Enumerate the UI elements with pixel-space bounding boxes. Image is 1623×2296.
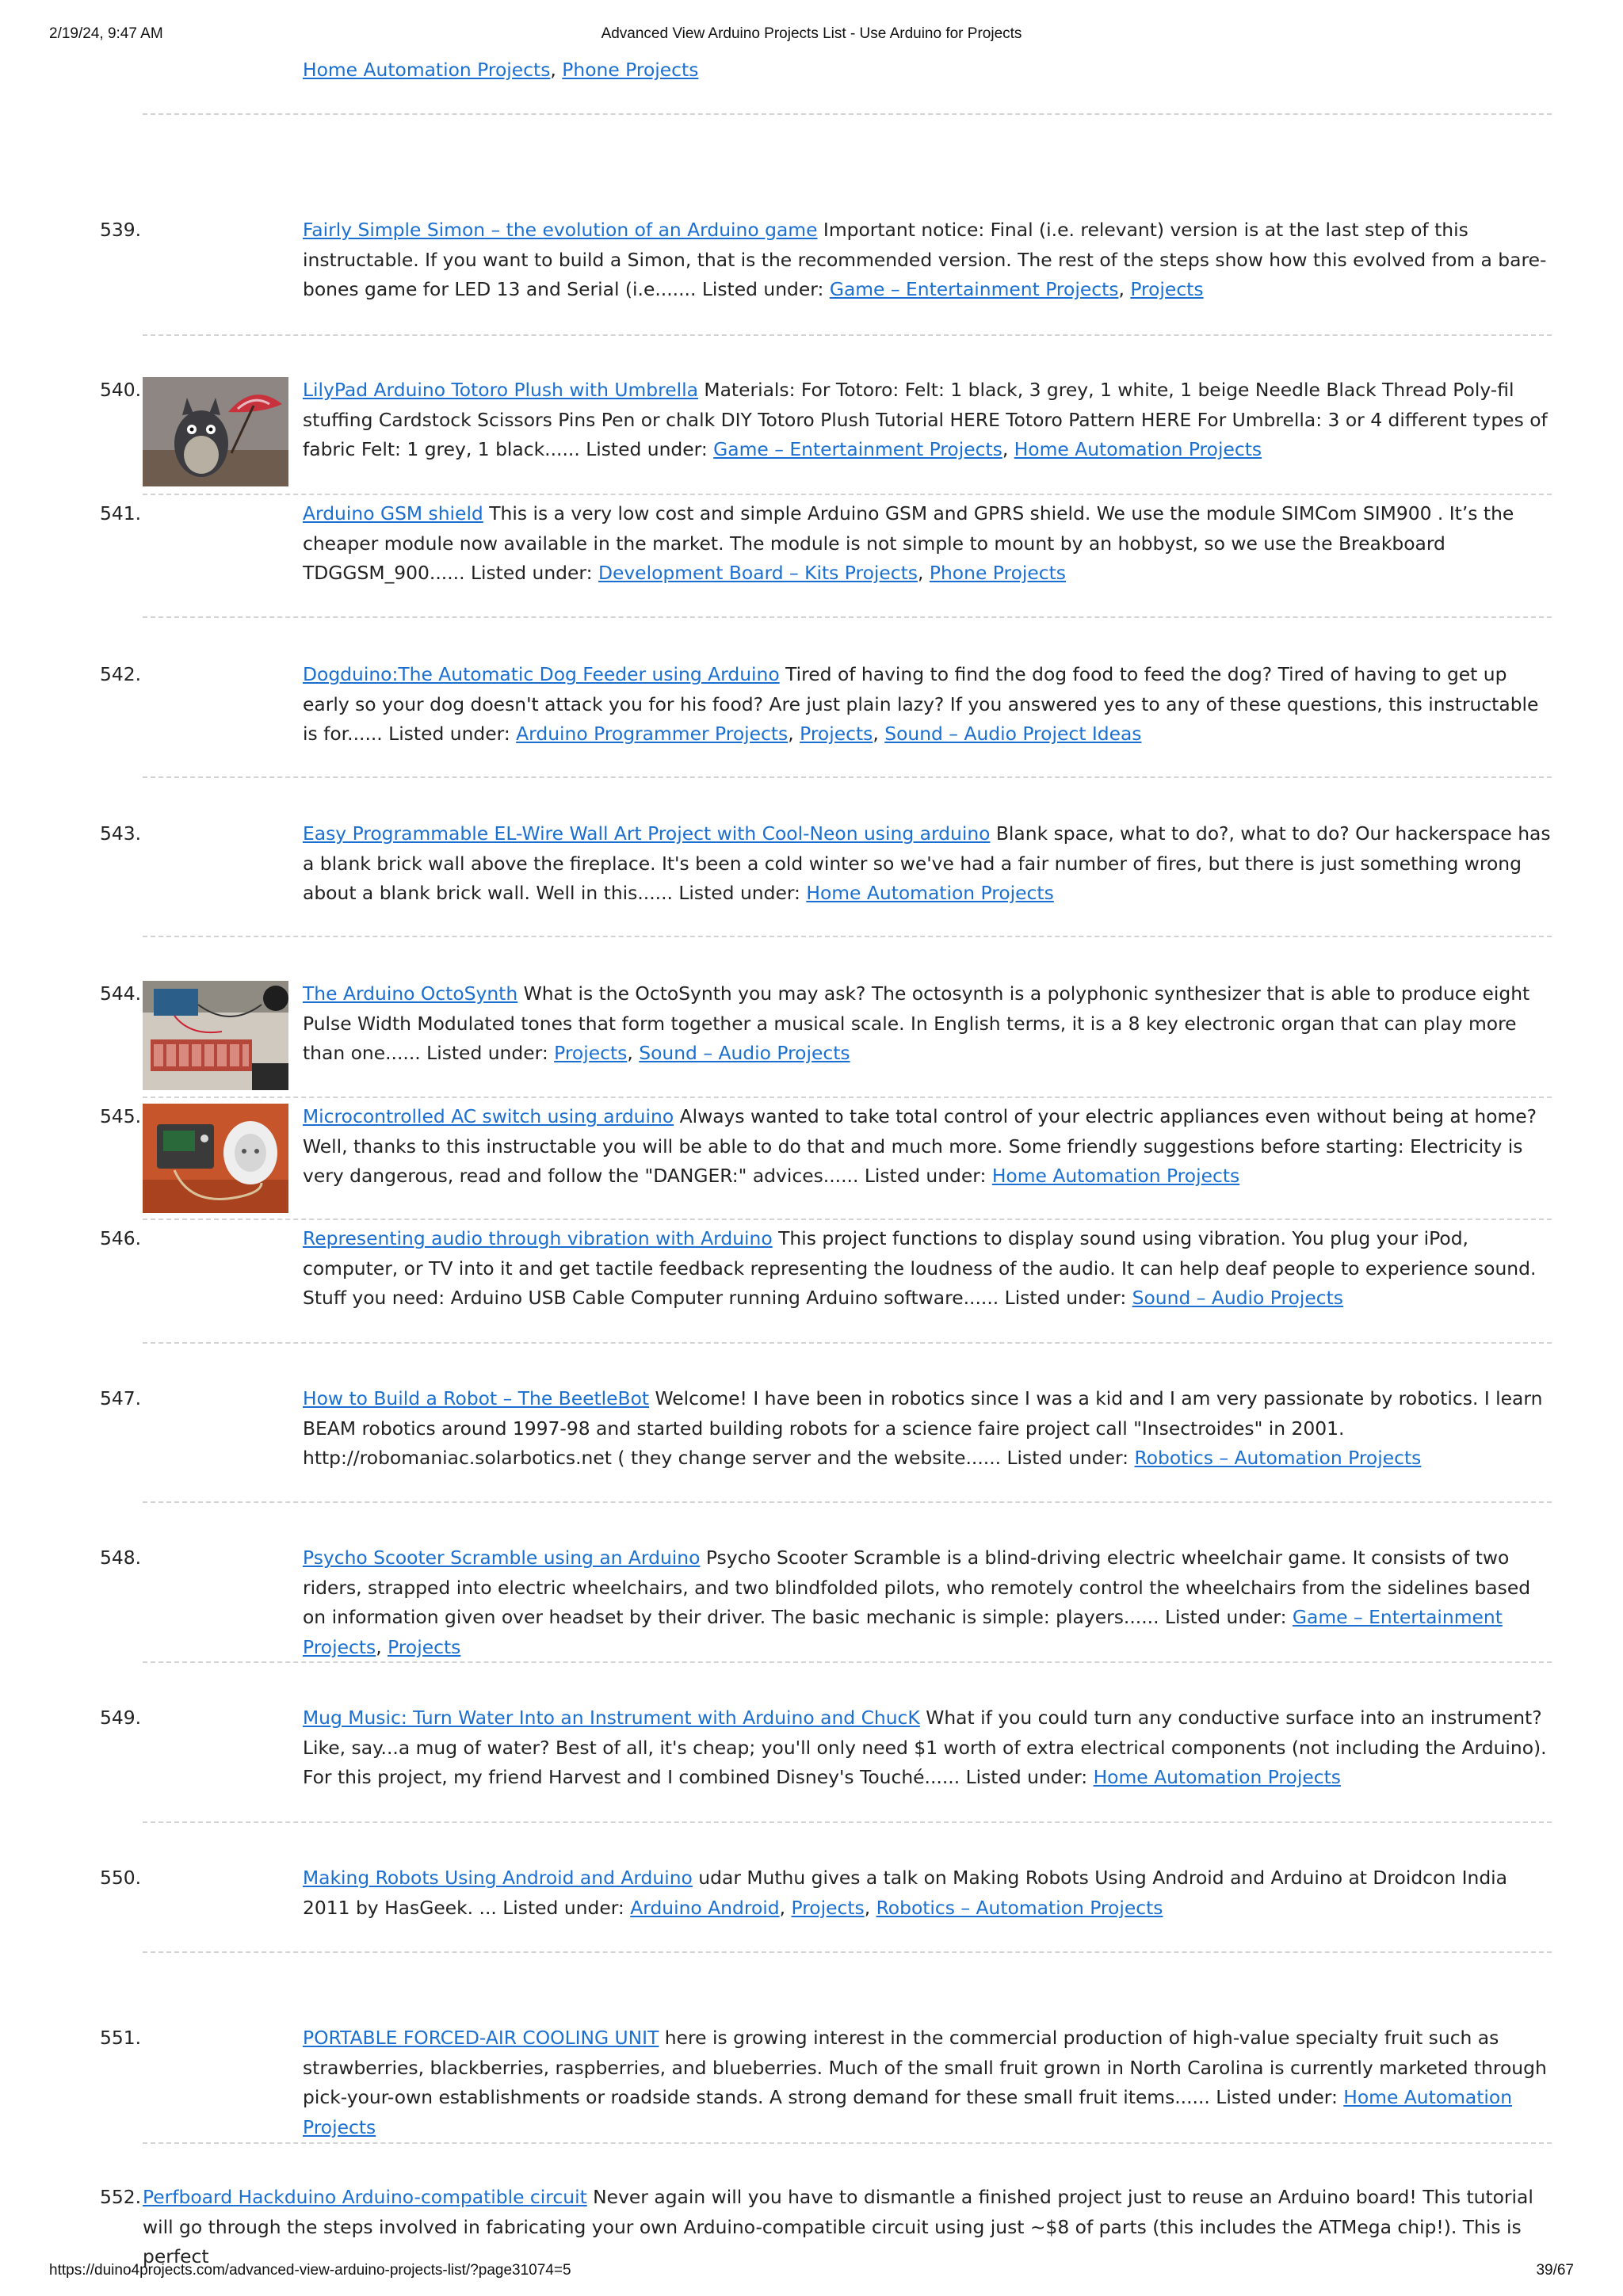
entry-title-link[interactable]: Dogduino:The Automatic Dog Feeder using Arduino: [303, 663, 780, 685]
tag-link[interactable]: Game – Entertainment Projects: [829, 278, 1119, 300]
entry-excerpt: This is a very low cost and simple Arduino GSM and GPRS shield. We use the module SIMCom SIM900 . It’s the cheaper module now available in the market. The module is not simple to mount by an hobbyst, so we use the Breakboard TDGGSM_900...... Listed under:: [303, 502, 1514, 584]
entry-number: 545.: [100, 1105, 142, 1127]
entry-excerpt: Welcome! I have been in robotics since I was a kid and I am very passionate by robotics. I learn BEAM robotics around 1997-98 and started building robots for a science faire project call "Insectroides" in 2001. http://robomaniac.solarbotics.net ( they change server and the website...... Listed under:: [303, 1387, 1543, 1469]
entry-number: 552.: [100, 2186, 142, 2208]
entry-excerpt: What is the OctoSynth you may ask? The octosynth is a polyphonic synthesizer that is able to produce eight Pulse Width Modulated tones that form together a musical scale. In English terms, it is a 8 key electronic organ that can play more than one...... Listed under:: [303, 982, 1530, 1064]
tag-separator: ,: [918, 562, 930, 584]
entry-divider: [143, 776, 1552, 778]
tag-link[interactable]: Projects: [388, 1635, 461, 1658]
entry-number: 543.: [100, 822, 142, 845]
entry-thumbnail[interactable]: [143, 981, 288, 1090]
entry-text: [303, 376, 1552, 465]
tag-separator: ,: [864, 1896, 876, 1919]
entry-title-link[interactable]: LilyPad Arduino Totoro Plush with Umbrella: [303, 379, 698, 401]
entry-number: 539.: [100, 219, 142, 241]
tag-link[interactable]: Home Automation Projects: [303, 59, 551, 81]
tag-link[interactable]: Development Board – Kits Projects: [598, 562, 918, 584]
tag-link[interactable]: Projects: [791, 1896, 865, 1919]
entry-divider: [143, 494, 1552, 495]
entry-title-link[interactable]: Arduino GSM shield: [303, 502, 483, 524]
tag-link[interactable]: Sound – Audio Projects: [1132, 1287, 1343, 1309]
entry-text: [303, 660, 1552, 749]
entry-text: [303, 1224, 1552, 1314]
print-page-number: 39/67: [1536, 2262, 1574, 2279]
print-footer: [49, 2262, 1574, 2286]
entry-title-link[interactable]: The Arduino OctoSynth: [303, 982, 518, 1005]
entry-divider: [143, 1097, 1552, 1098]
entry-divider: [143, 1219, 1552, 1220]
entry-divider: [143, 1661, 1552, 1663]
entry-excerpt: Never again will you have to dismantle a finished project just to reuse an Arduino board! This tutorial will go through the steps involved in fabricating your own Arduino-compatible circuit using just ~$8 of parts (this includes the ATMega chip!). This is perfect: [143, 2186, 1533, 2267]
entry-thumbnail[interactable]: [143, 377, 288, 486]
entry-title-link[interactable]: Fairly Simple Simon – the evolution of an Arduino game: [303, 219, 818, 241]
tag-link[interactable]: Sound – Audio Projects: [639, 1042, 850, 1064]
entry-number: 542.: [100, 663, 142, 685]
entry-number: 546.: [100, 1227, 142, 1249]
print-url: https://duino4projects.com/advanced-view-arduino-projects-list/?page31074=5: [49, 2262, 571, 2279]
tag-link[interactable]: Home Automation Projects: [806, 882, 1054, 904]
entry-excerpt: Tired of having to find the dog food to feed the dog? Tired of having to get up early so your dog doesn't attack you for his food? Are just plain lazy? If you answered yes to any of these questions, this instructable is for...... Listed under:: [303, 663, 1539, 745]
entry-number: 540.: [100, 379, 142, 401]
entry-title-link[interactable]: Microcontrolled AC switch using arduino: [303, 1105, 674, 1127]
entry-text: [303, 1543, 1552, 1662]
entry-divider: [143, 936, 1552, 937]
entry-title-link[interactable]: Psycho Scooter Scramble using an Arduino: [303, 1547, 701, 1569]
tag-link[interactable]: Arduino Android: [630, 1896, 780, 1919]
entry-title-link[interactable]: Easy Programmable EL-Wire Wall Art Project with Cool-Neon using arduino: [303, 822, 991, 845]
entry-text: [303, 1102, 1552, 1192]
entry-title-link[interactable]: PORTABLE FORCED-AIR COOLING UNIT: [303, 2027, 659, 2049]
entry-divider: [143, 616, 1552, 618]
entry-divider: [143, 1501, 1552, 1503]
entry-number: 551.: [100, 2027, 142, 2049]
entry-number: 541.: [100, 502, 142, 524]
entry-text: [303, 979, 1552, 1069]
ac-switch-image: [143, 1104, 288, 1213]
entry-divider: [143, 2142, 1552, 2144]
tag-separator: ,: [788, 723, 800, 745]
entry-excerpt: Psycho Scooter Scramble is a blind-driving electric wheelchair game. It consists of two riders, strapped into electric wheelchairs, and two blindfolded pilots, who remotely control the wheelchairs from the sidelines based on information given over headset by their driver. The basic mechanic is simple: players...... Listed under:: [303, 1547, 1531, 1628]
tag-link[interactable]: Projects: [554, 1042, 628, 1064]
tag-link[interactable]: Projects: [1130, 278, 1204, 300]
entry-text: [303, 215, 1552, 305]
tag-separator: ,: [873, 723, 885, 745]
tag-separator: ,: [550, 59, 563, 81]
entry-text: [303, 499, 1552, 589]
entry-excerpt: Always wanted to take total control of your electric appliances even without being at home? Well, thanks to this instructable you will be able to do that and much more. Some friendly suggestions before starting: Electricity is very dangerous, read and follow the "DANGER:" advices...... Listed under:: [303, 1105, 1537, 1187]
tag-link[interactable]: Home Automation Projects: [1014, 438, 1262, 460]
print-header: [49, 25, 1574, 49]
entry-text: [303, 1703, 1552, 1793]
tag-separator: ,: [627, 1042, 640, 1064]
entry-divider: [143, 1821, 1552, 1823]
tag-separator: ,: [1002, 438, 1014, 460]
entry-title-link[interactable]: Representing audio through vibration with Arduino: [303, 1227, 773, 1249]
previous-entry-tags: [303, 55, 698, 86]
tag-link[interactable]: Home Automation Projects: [991, 1165, 1240, 1187]
tag-link[interactable]: Home Automation Projects: [303, 2086, 1513, 2138]
tag-link[interactable]: Robotics – Automation Projects: [1134, 1447, 1422, 1469]
tag-link[interactable]: Phone Projects: [929, 562, 1066, 584]
entry-number: 544.: [100, 982, 142, 1005]
octosynth-image: [143, 981, 288, 1090]
entry-excerpt: here is growing interest in the commercial production of high-value specialty fruit such as strawberries, blackberries, raspberries, and blueberries. Much of the small fruit grown in North Carolina is currently marketed through pick-your-own establishments or roadside stands. A strong demand for these small fruit items...... Listed under:: [303, 2027, 1547, 2108]
entry-excerpt: Materials: For Totoro: Felt: 1 black, 3 grey, 1 white, 1 beige Needle Black Thread Poly-fil stuffing Cardstock Scissors Pins Pen or chalk DIY Totoro Plush Tutorial HERE Totoro Pattern HERE For Umbrella: 3 or 4 different types of fabric Felt: 1 grey, 1 black...... Listed under:: [303, 379, 1548, 460]
entry-text: [303, 1384, 1552, 1474]
entry-title-link[interactable]: Making Robots Using Android and Arduino: [303, 1867, 693, 1889]
entry-text: [303, 1863, 1552, 1923]
entry-number: 550.: [100, 1867, 142, 1889]
entry-excerpt: This project functions to display sound using vibration. You plug your iPod, computer, or TV into it and get tactile feedback representing the loudness of the audio. It can help deaf people to experience sound. Stuff you need: Arduino USB Cable Computer running Arduino software...... Listed under:: [303, 1227, 1537, 1309]
tag-link[interactable]: Game – Entertainment Projects: [713, 438, 1002, 460]
tag-link[interactable]: Game – Entertainment Projects: [303, 1606, 1503, 1658]
tag-separator: ,: [779, 1896, 792, 1919]
tag-link[interactable]: Robotics – Automation Projects: [876, 1896, 1163, 1919]
entry-thumbnail[interactable]: [143, 1104, 288, 1213]
entry-number: 547.: [100, 1387, 142, 1409]
tag-link[interactable]: Sound – Audio Project Ideas: [884, 723, 1142, 745]
entry-excerpt: Important notice: Final (i.e. relevant) version is at the last step of this instructable. If you want to build a Simon, that is the recommended version. The rest of the steps show how this evolved from a bare-bones game for LED 13 and Serial (i.e....... Listed under:: [303, 219, 1547, 300]
entry-text: [143, 2183, 1552, 2272]
entry-excerpt: udar Muthu gives a talk on Making Robots Using Android and Arduino at Droidcon India 2011 by HasGeek. ... Listed under:: [303, 1867, 1507, 1919]
entry-excerpt: Blank space, what to do?, what to do? Our hackerspace has a blank brick wall above the fireplace. It's been a cold winter so we've had a fair number of fires, but there is just something wrong about a blank brick wall. Well in this...... Listed under:: [303, 822, 1551, 904]
tag-link[interactable]: Arduino Programmer Projects: [516, 723, 789, 745]
tag-separator: ,: [1118, 278, 1131, 300]
print-datetime: 2/19/24, 9:47 AM: [49, 25, 163, 42]
entry-title-link[interactable]: Mug Music: Turn Water Into an Instrument with Arduino and ChucK: [303, 1707, 920, 1729]
entry-divider: [143, 1951, 1552, 1953]
entry-title-link[interactable]: Perfboard Hackduino Arduino-compatible circuit: [143, 2186, 587, 2208]
entry-text: [303, 2023, 1552, 2142]
entry-excerpt: What if you could turn any conductive surface into an instrument? Like, say...a mug of water? Best of all, it's cheap; you'll only need $1 worth of extra electrical components (not including the Arduino). For this project, my friend Harvest and I combined Disney's Touché...... Listed under:: [303, 1707, 1547, 1788]
entry-divider: [143, 1342, 1552, 1344]
tag-link[interactable]: Home Automation Projects: [1093, 1766, 1341, 1788]
tag-link[interactable]: Phone Projects: [562, 59, 699, 81]
tag-separator: ,: [376, 1635, 388, 1658]
tag-link[interactable]: Projects: [800, 723, 873, 745]
entry-divider: [143, 113, 1552, 115]
entry-number: 548.: [100, 1547, 142, 1569]
entry-title-link[interactable]: How to Build a Robot – The BeetleBot: [303, 1387, 650, 1409]
entry-text: [303, 819, 1552, 909]
entry-number: 549.: [100, 1707, 142, 1729]
entry-divider: [143, 334, 1552, 336]
print-page-title: Advanced View Arduino Projects List - Use Arduino for Projects: [601, 25, 1022, 42]
totoro-plush-image: [143, 377, 288, 486]
